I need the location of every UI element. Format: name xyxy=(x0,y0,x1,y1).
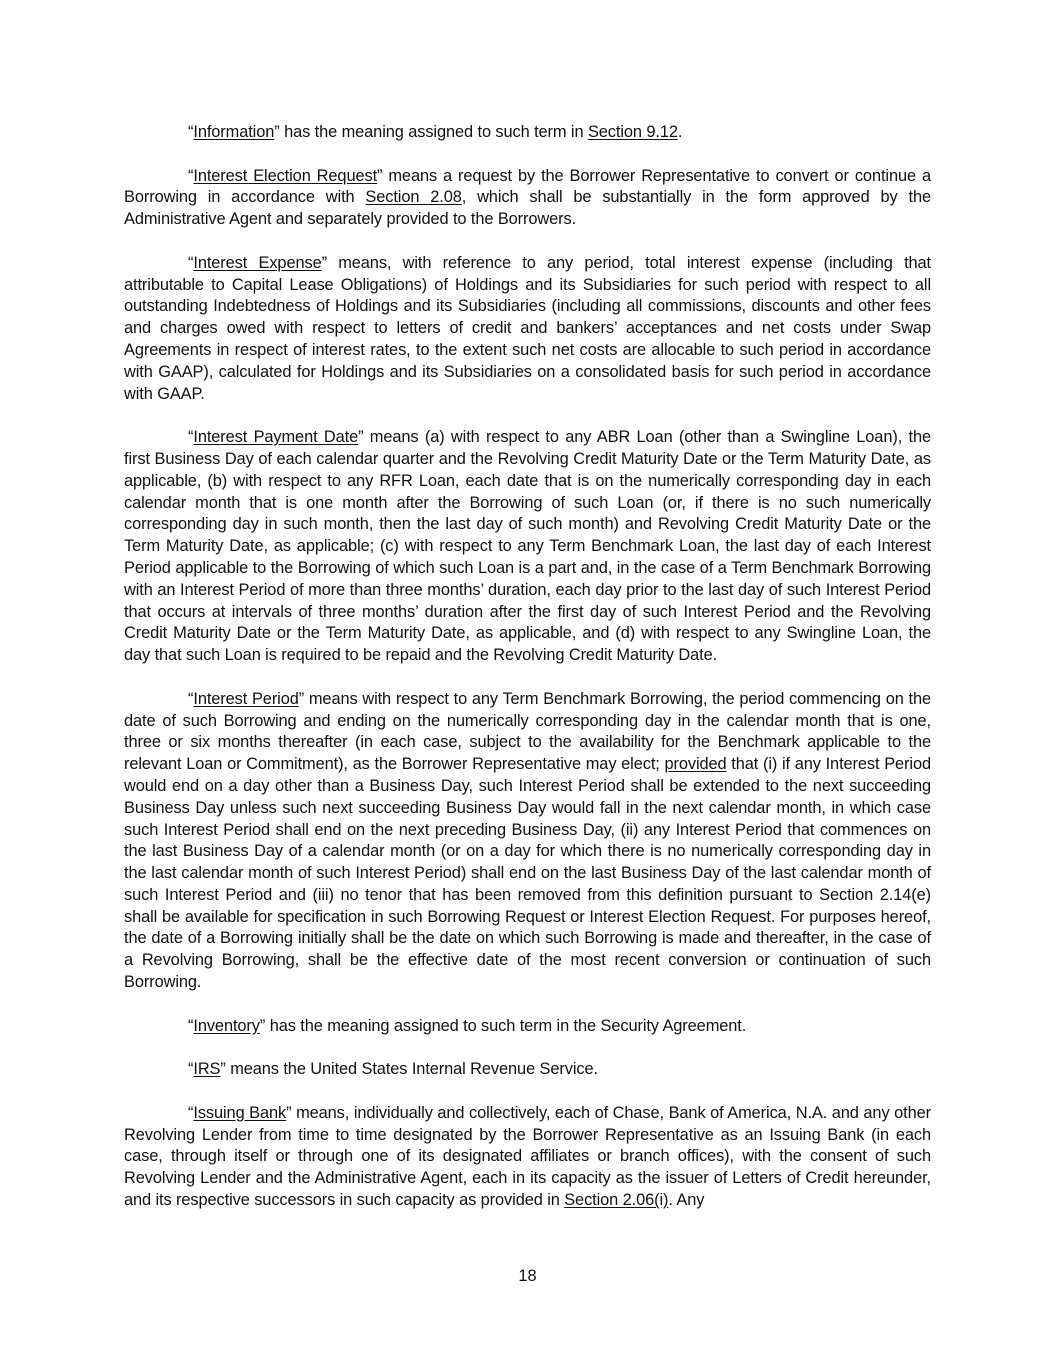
definition-text: ” has the meaning assigned to such term in xyxy=(274,123,588,141)
definition-inventory xyxy=(124,1016,931,1038)
definition-interest-period xyxy=(124,689,931,994)
defined-term: Interest Expense xyxy=(193,253,322,272)
definition-interest-expense xyxy=(124,253,931,406)
definition-text-tail: that (i) if any Interest Period would end on a day other than a Business Day, such Interest Period shall be extended to the next succeeding Business Day unless such next succeeding Business Day would fall in the next calendar month, in which case such Interest Period shall end on the next preceding Business Day, (ii) any Interest Period that commences on the last Business Day of a calendar month (or on a day for which there is no numerically corresponding day in the last calendar month of such Interest Period) shall end on the last Business Day of the last calendar month of such Interest Period and (iii) no tenor that has been removed from this definition pursuant to Section 2.14(e) shall be available for specification in such Borrowing Request or Interest Election Request. For purposes hereof, the date of a Borrowing initially shall be the date on which such Borrowing is made and thereafter, in the case of a Revolving Borrowing, shall be the effective date of the most recent conversion or continuation of such Borrowing. xyxy=(124,755,931,992)
provided-term: provided xyxy=(664,755,727,774)
open-quote: “ xyxy=(188,1060,194,1079)
definition-issuing-bank xyxy=(124,1103,931,1212)
definition-text: ” means the United States Internal Revenue Service. xyxy=(220,1060,598,1079)
section-reference: Section 2.06(i) xyxy=(564,1191,669,1210)
defined-term: Interest Election Request xyxy=(193,166,378,185)
definition-text: ” has the meaning assigned to such term in the Security Agreement. xyxy=(259,1016,747,1035)
open-quote: “ xyxy=(188,166,194,185)
definition-text: ” means, with reference to any period, total interest expense (including that attributable to Capital Lease Obligations) of Holdings and its Subsidiaries for such period with respect to all outstanding Indebtedness of Holdings and its Subsidiaries (including all commissions, discounts and other fees and charges owed with respect to letters of credit and bankers’ acceptances and net costs under Swap Agreements in respect of interest rates, to the extent such net costs are allocable to such period in accordance with GAAP), calculated for Holdings and its Subsidiaries on a consolidated basis for such period in accordance with GAAP. xyxy=(124,253,932,403)
definition-interest-election-request xyxy=(124,166,931,231)
definition-text-tail: , which shall be substantially in the form approved by the Administrative Agent and separately provided to the Borrowers. xyxy=(124,188,931,229)
definition-interest-payment-date xyxy=(124,427,931,667)
section-reference: Section 9.12 xyxy=(587,123,678,141)
defined-term: Inventory xyxy=(193,1016,260,1035)
definition-text: ” means a request by the Borrower Representative to convert or continue a Borrowing in accordance with xyxy=(124,166,931,207)
definition-irs xyxy=(124,1059,931,1081)
definition-text: ” means (a) with respect to any ABR Loan (other than a Swingline Loan), the first Business Day of each calendar quarter and the Revolving Credit Maturity Date or the Term Maturity Date, as applicable, (b) with respect to any RFR Loan, each date that is on the numerically corresponding day in each calendar month that is one month after the Borrowing of such Loan (or, if there is no such numerically corresponding day in such month, then the last day of such month) and Revolving Credit Maturity Date or the Term Maturity Date, as applicable; (c) with respect to any Term Benchmark Loan, the last day of each Interest Period applicable to the Borrowing of which such Loan is a part and, in the case of a Term Benchmark Borrowing with an Interest Period of more than three months’ duration, each day prior to the last day of such Interest Period that occurs at intervals of three months’ duration after the first day of such Interest Period and the Revolving Credit Maturity Date or the Term Maturity Date, as applicable, and (d) with respect to any Swingline Loan, the day that such Loan is required to be repaid and the Revolving Credit Maturity Date. xyxy=(124,428,931,665)
section-reference: Section 2.08 xyxy=(365,188,462,207)
definition-text: ” means with respect to any Term Benchmark Borrowing, the period commencing on the date of such Borrowing and ending on the numerically corresponding day in the calendar month that is one, three or six months thereafter (in each case, subject to the availability for the Benchmark applicable to the relevant Loan or Commitment), as the Borrower Representative may elect; xyxy=(124,689,931,774)
definition-text-tail: . Any xyxy=(668,1191,705,1210)
open-quote: “ xyxy=(188,253,194,272)
defined-term: IRS xyxy=(193,1060,221,1079)
open-quote: “ xyxy=(188,1103,194,1122)
defined-term: Information xyxy=(193,123,275,141)
defined-term: Interest Payment Date xyxy=(193,428,359,447)
defined-term: Interest Period xyxy=(193,689,299,708)
open-quote: “ xyxy=(188,123,194,141)
open-quote: “ xyxy=(188,689,194,708)
definition-text-tail: . xyxy=(677,123,683,141)
definition-information xyxy=(124,122,931,144)
open-quote: “ xyxy=(188,1016,194,1035)
defined-term: Issuing Bank xyxy=(193,1103,287,1122)
document-body xyxy=(124,122,931,1234)
page-number: 18 xyxy=(518,1267,537,1285)
definition-text: ” means, individually and collectively, each of Chase, Bank of America, N.A. and any other Revolving Lender from time to time designated by the Borrower Representative as an Issuing Bank (in each case, through itself or through one of its designated affiliates or branch offices), with the consent of such Revolving Lender and the Administrative Agent, each in its capacity as the issuer of Letters of Credit hereunder, and its respective successors in such capacity as provided in xyxy=(124,1103,931,1210)
open-quote: “ xyxy=(188,428,194,447)
